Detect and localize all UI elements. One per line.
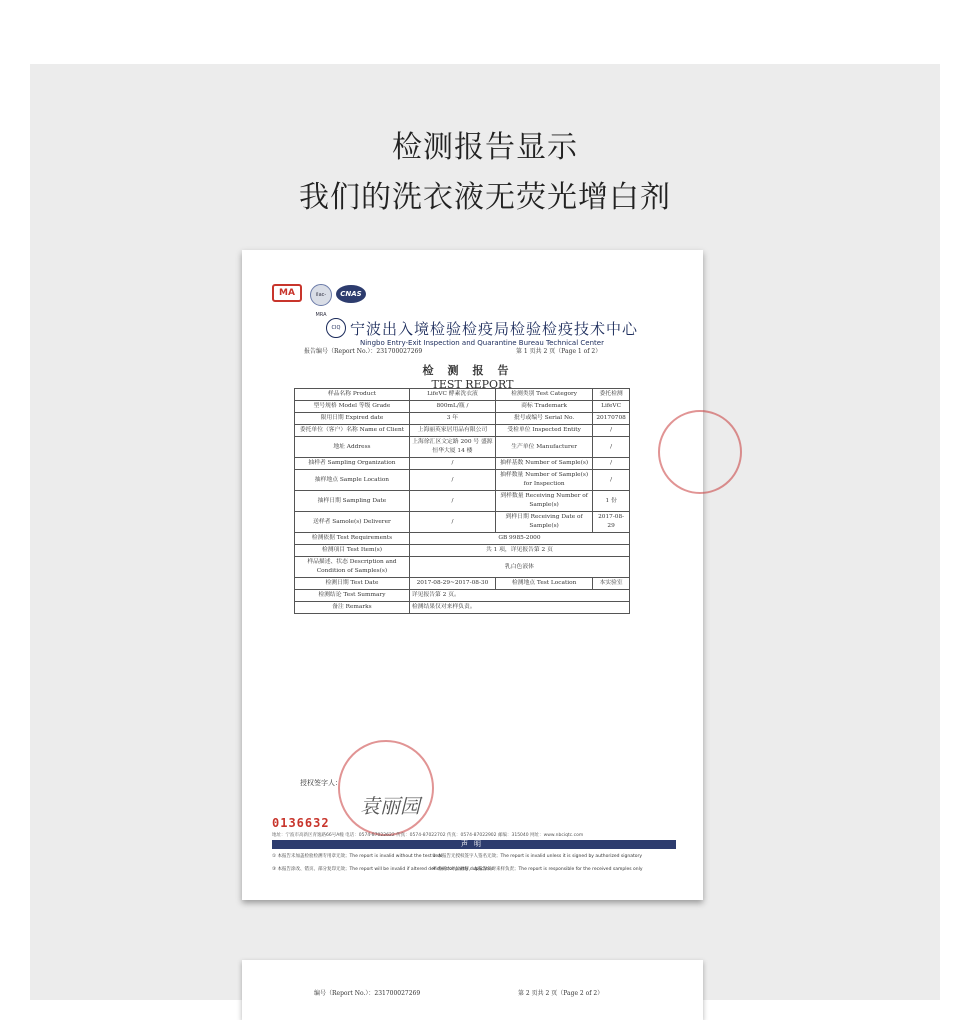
field-label: 批号或编号 Serial No. xyxy=(496,413,593,425)
handwritten-signature: 袁丽园 xyxy=(360,794,420,818)
field-value: 详见报告第 2 页。 xyxy=(409,590,629,602)
field-label: 抽样地点 Sample Location xyxy=(295,470,410,491)
institute-address: 地址：宁波市高新区青逸路66号A幢 电话：0574-87022622 传真：0574-87022702 传真：0574-87022902 邮编：315040 网址：www.nbciqtc.com xyxy=(272,833,584,838)
table-row xyxy=(295,590,630,602)
table-row xyxy=(295,578,630,590)
field-value: LifeVC 酵素洗衣液 xyxy=(409,389,495,401)
field-label: 受检单位 Inspected Entity xyxy=(496,425,593,437)
table-row xyxy=(295,437,630,458)
field-label: 商标 Trademark xyxy=(496,401,593,413)
field-label: 抽样基数 Number of Sample(s) xyxy=(496,458,593,470)
cnas-logo: CNAS xyxy=(336,285,366,303)
page-info: 第 1 页共 2 页（Page 1 of 2） xyxy=(516,348,602,355)
table-row xyxy=(295,389,630,401)
field-value: 3 年 xyxy=(409,413,495,425)
table-row xyxy=(295,557,630,578)
declaration-note: ① 本报告未加盖检验检测专用章无效；The report is invalid without the test seal xyxy=(272,854,443,859)
edge-seal-stamp xyxy=(658,410,742,494)
field-value: LifeVC xyxy=(593,401,630,413)
field-label: 检测项目 Test Item(s) xyxy=(295,545,410,557)
table-row xyxy=(295,425,630,437)
declaration-note: ② 本报告无授权签字人签名无效；The report is invalid unless it is signed by authorized signatory xyxy=(432,854,642,859)
field-value: 检测结果仅对来样负责。 xyxy=(409,602,629,614)
field-label: 检测日期 Test Date xyxy=(295,578,410,590)
field-label: 限用日期 Expired date xyxy=(295,413,410,425)
test-report-page2 xyxy=(242,960,703,1020)
field-label: 备注 Remarks xyxy=(295,602,410,614)
field-label: 检测类别 Test Category xyxy=(496,389,593,401)
table-row xyxy=(295,470,630,491)
table-row xyxy=(295,401,630,413)
field-value: 800mL/瓶 / xyxy=(409,401,495,413)
report-table xyxy=(294,388,630,614)
test-report-page1 xyxy=(242,250,703,900)
institute-header xyxy=(326,318,656,347)
field-value: 乳白色液体 xyxy=(409,557,629,578)
field-label: 送样者 Samole(s) Deliverer xyxy=(295,512,410,533)
field-value: / xyxy=(593,425,630,437)
report-title-en: TEST REPORT xyxy=(431,378,514,391)
table-row xyxy=(295,533,630,545)
field-value: 20170708 xyxy=(593,413,630,425)
field-value: 2017-08-29 xyxy=(593,512,630,533)
table-row xyxy=(295,545,630,557)
field-value: 共 1 项，详见报告第 2 页 xyxy=(409,545,629,557)
field-value: 1 份 xyxy=(593,491,630,512)
field-label: 检测结论 Test Summary xyxy=(295,590,410,602)
field-value: GB 9985-2000 xyxy=(409,533,629,545)
report-title-cn: 检测报告 xyxy=(422,364,523,377)
table-row xyxy=(295,491,630,512)
report-number-page2: 编号（Report No.）：231700027269 xyxy=(314,990,421,997)
field-label: 型号规格 Model 等级 Grade xyxy=(295,401,410,413)
field-label: 抽样者 Sampling Organization xyxy=(295,458,410,470)
field-value: / xyxy=(409,491,495,512)
field-label: 生产单位 Manufacturer xyxy=(496,437,593,458)
declaration-bar: 声明 xyxy=(272,840,676,849)
declaration-note: ④ 委托本单位抽样，本报告仅对来样负责；The report is responsible for the received samples only xyxy=(432,867,643,872)
institute-name-en: Ningbo Entry-Exit Inspection and Quarantine Bureau Technical Center xyxy=(360,339,604,347)
ciq-emblem-icon: CIQ xyxy=(326,318,346,338)
field-label: 检测依据 Test Requirements xyxy=(295,533,410,545)
field-value: / xyxy=(409,512,495,533)
field-label: 抽样数量 Number of Sample(s) for Inspection xyxy=(496,470,593,491)
table-row xyxy=(295,458,630,470)
institute-name-cn: 宁波出入境检验检疫局检验检疫技术中心 xyxy=(350,320,639,338)
field-value: 委托检测 xyxy=(593,389,630,401)
field-value: 上海徐汇区文定路 200 号 盛源恒华大厦 14 楼 xyxy=(409,437,495,458)
report-title xyxy=(242,362,703,391)
ilac-logo: ilac-MRA xyxy=(310,284,332,306)
field-label: 抽样日期 Sampling Date xyxy=(295,491,410,512)
table-row xyxy=(295,602,630,614)
table-row xyxy=(295,413,630,425)
field-label: 到样数量 Receiving Number of Sample(s) xyxy=(496,491,593,512)
report-serial-number: 0136632 xyxy=(272,816,330,830)
field-label: 委托单位（客户）名称 Name of Client xyxy=(295,425,410,437)
field-value: 2017-08-29~2017-08-30 xyxy=(409,578,495,590)
field-label: 检测地点 Test Location xyxy=(496,578,593,590)
field-value: 本实验室 xyxy=(593,578,630,590)
field-label: 样品描述、状态 Description and Condition of Samples(s) xyxy=(295,557,410,578)
official-seal-stamp xyxy=(338,740,434,836)
field-value: / xyxy=(593,470,630,491)
field-label: 到样日期 Receiving Date of Sample(s) xyxy=(496,512,593,533)
authorized-signer-label: 授权签字人： xyxy=(300,779,342,787)
field-value: 上海丽英家居用品有限公司 xyxy=(409,425,495,437)
field-value: / xyxy=(409,470,495,491)
report-number: 报告编号（Report No.）：231700027269 xyxy=(304,348,423,355)
table-row xyxy=(295,512,630,533)
field-value: / xyxy=(593,437,630,458)
cma-logo: MA xyxy=(272,284,302,302)
field-value: / xyxy=(593,458,630,470)
field-value: / xyxy=(409,458,495,470)
declaration-note: ③ 本报告涂改、错页、部分复印无效；The report will be invalid if altered deficient or partly duplicated xyxy=(272,867,494,872)
field-label: 样品名称 Product xyxy=(295,389,410,401)
field-label: 地址 Address xyxy=(295,437,410,458)
headline-line2: 我们的洗衣液无荧光增白剂 xyxy=(299,180,671,215)
headline-line1: 检测报告显示 xyxy=(392,130,578,165)
page-info-page2: 第 2 页共 2 页（Page 2 of 2） xyxy=(518,990,604,997)
